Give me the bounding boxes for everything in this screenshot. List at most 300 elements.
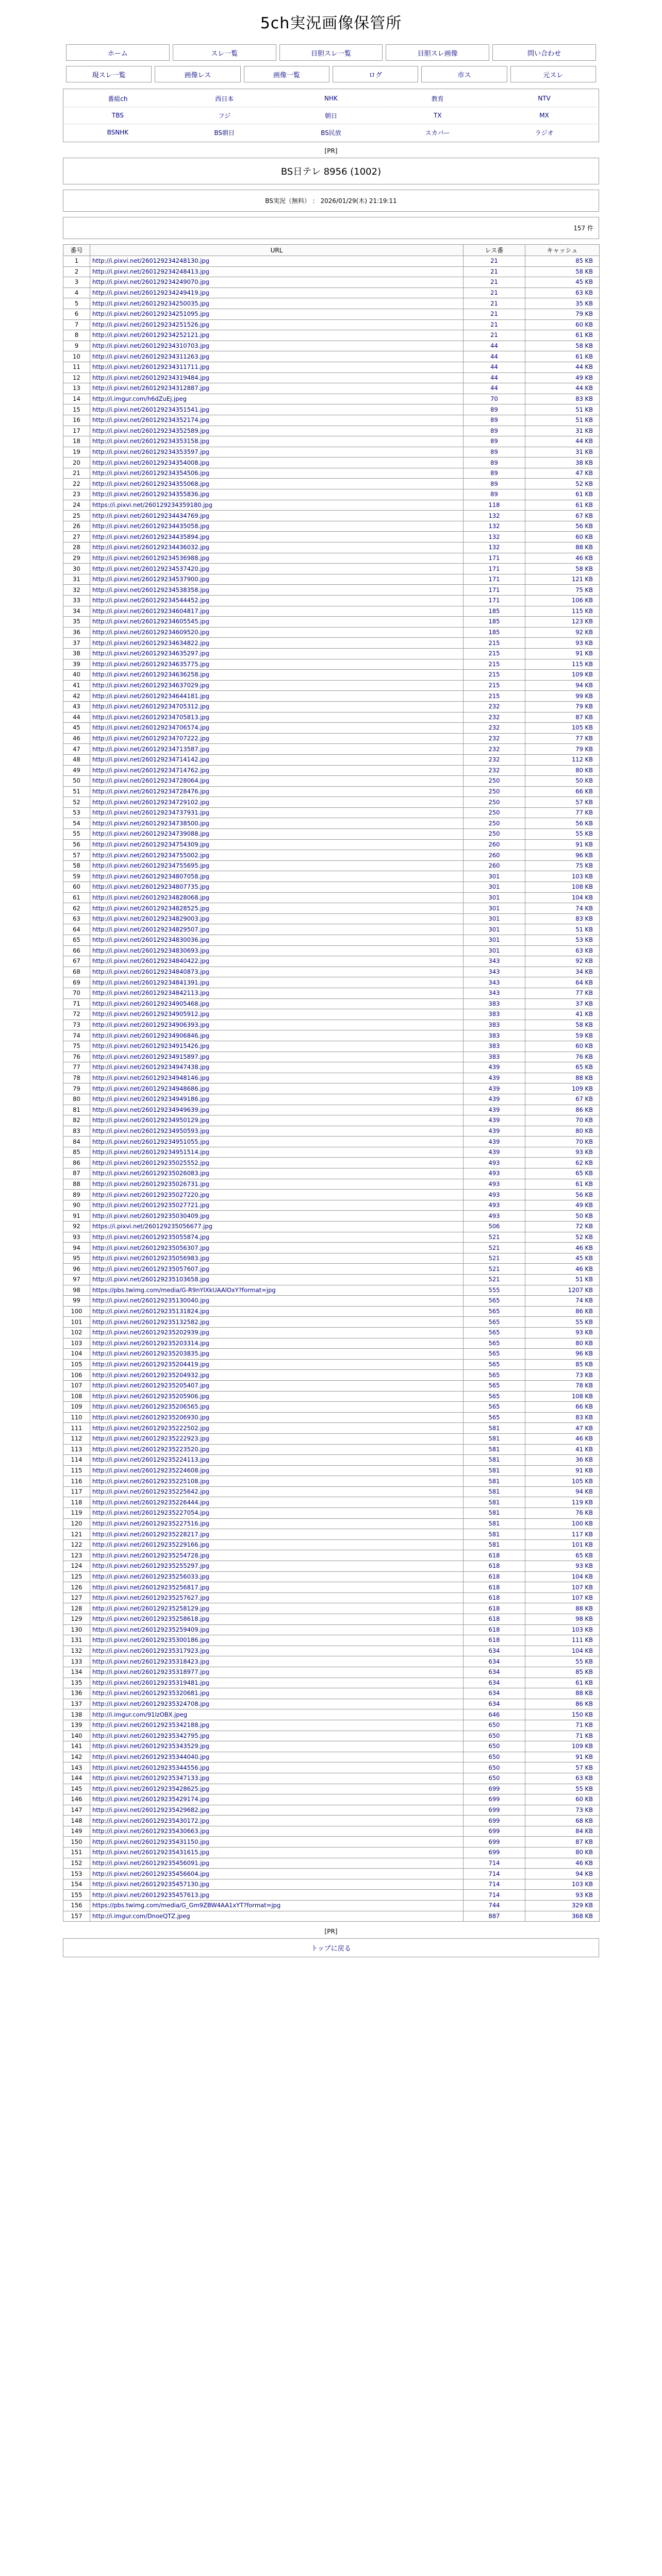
cache-size-link[interactable]: 44 KB — [575, 363, 593, 371]
category-item[interactable] — [64, 124, 171, 141]
image-url-cell[interactable] — [90, 1784, 464, 1794]
res-number-cell[interactable] — [464, 1402, 525, 1413]
image-url-cell[interactable] — [90, 1646, 464, 1656]
image-url-link[interactable]: http://i.pixvi.net/260129234353158.jpg — [92, 437, 209, 445]
image-url-link[interactable]: http://i.pixvi.net/260129235026083.jpg — [92, 1170, 209, 1177]
category-item[interactable] — [384, 90, 491, 107]
image-url-cell[interactable] — [90, 754, 464, 765]
image-url-link[interactable]: http://i.pixvi.net/260129234544452.jpg — [92, 597, 209, 604]
res-number-link[interactable]: 714 — [488, 1880, 500, 1888]
image-url-link[interactable]: http://i.pixvi.net/260129234644181.jpg — [92, 692, 209, 700]
image-url-link[interactable]: http://i.pixvi.net/260129235103658.jpg — [92, 1276, 209, 1283]
res-number-link[interactable]: 185 — [488, 607, 500, 615]
cache-size-cell[interactable] — [525, 1901, 600, 1911]
image-url-link[interactable]: http://i.pixvi.net/260129234312887.jpg — [92, 384, 209, 392]
res-number-link[interactable]: 634 — [488, 1647, 500, 1655]
cache-size-cell[interactable] — [525, 638, 600, 649]
res-number-link[interactable]: 618 — [488, 1583, 500, 1591]
cache-size-cell[interactable] — [525, 1168, 600, 1179]
image-url-link[interactable]: http://i.pixvi.net/260129234705312.jpg — [92, 703, 209, 710]
cache-size-cell[interactable] — [525, 1009, 600, 1020]
image-url-cell[interactable] — [90, 1179, 464, 1190]
nav-tag-thread-images-link[interactable]: 目胆スレ画像 — [417, 49, 458, 58]
image-url-cell[interactable] — [90, 1539, 464, 1550]
cache-size-cell[interactable] — [525, 426, 600, 436]
cache-size-link[interactable]: 80 KB — [575, 1849, 593, 1856]
category-item[interactable] — [278, 90, 385, 107]
image-url-cell[interactable] — [90, 1667, 464, 1677]
image-url-link[interactable]: http://i.pixvi.net/260129235320681.jpg — [92, 1689, 209, 1697]
cache-size-cell[interactable] — [525, 1794, 600, 1805]
image-url-cell[interactable] — [90, 500, 464, 511]
res-number-cell[interactable] — [464, 829, 525, 840]
res-number-cell[interactable] — [464, 1571, 525, 1582]
cache-size-cell[interactable] — [525, 511, 600, 521]
cache-size-cell[interactable] — [525, 1380, 600, 1391]
image-url-cell[interactable] — [90, 256, 464, 267]
cache-size-link[interactable]: 59 KB — [575, 1031, 593, 1039]
res-number-cell[interactable] — [464, 553, 525, 564]
image-url-link[interactable]: http://i.pixvi.net/260129234352174.jpg — [92, 416, 209, 424]
image-url-link[interactable]: http://i.pixvi.net/260129234947438.jpg — [92, 1063, 209, 1071]
cache-size-cell[interactable] — [525, 733, 600, 744]
cache-size-cell[interactable] — [525, 457, 600, 468]
image-url-link[interactable]: http://i.pixvi.net/260129235026731.jpg — [92, 1180, 209, 1188]
res-number-cell[interactable] — [464, 1624, 525, 1635]
cache-size-link[interactable]: 92 KB — [575, 629, 593, 636]
image-url-link[interactable]: http://i.pixvi.net/260129234714762.jpg — [92, 766, 209, 774]
res-number-link[interactable]: 565 — [488, 1382, 500, 1389]
category-item[interactable] — [491, 90, 598, 107]
res-number-cell[interactable] — [464, 1688, 525, 1699]
res-number-link[interactable]: 232 — [488, 724, 500, 732]
res-number-link[interactable]: 250 — [488, 830, 500, 838]
image-url-link[interactable]: http://i.pixvi.net/260129234828525.jpg — [92, 904, 209, 912]
image-url-link[interactable]: http://i.pixvi.net/260129235430172.jpg — [92, 1817, 209, 1824]
image-url-link[interactable]: http://i.pixvi.net/260129235132582.jpg — [92, 1318, 209, 1326]
cache-size-cell[interactable] — [525, 754, 600, 765]
image-url-link[interactable]: http://i.pixvi.net/260129234807058.jpg — [92, 872, 209, 880]
res-number-link[interactable]: 260 — [488, 851, 500, 859]
image-url-link[interactable]: http://i.pixvi.net/260129235027721.jpg — [92, 1201, 209, 1209]
res-number-cell[interactable] — [464, 1349, 525, 1360]
res-number-cell[interactable] — [464, 1890, 525, 1901]
image-url-cell[interactable] — [90, 426, 464, 436]
image-url-link[interactable]: http://i.imgur.com/91lzOBX.jpeg — [92, 1710, 188, 1718]
cache-size-link[interactable]: 86 KB — [575, 1700, 593, 1708]
image-url-link[interactable]: http://i.pixvi.net/260129234737931.jpg — [92, 809, 209, 817]
image-url-link[interactable]: https://i.pixvi.net/260129234359180.jpg — [92, 501, 212, 509]
res-number-cell[interactable] — [464, 1465, 525, 1476]
cache-size-cell[interactable] — [525, 1699, 600, 1709]
res-number-cell[interactable] — [464, 1901, 525, 1911]
cache-size-link[interactable]: 60 KB — [575, 320, 593, 328]
image-url-cell[interactable] — [90, 1731, 464, 1741]
res-number-link[interactable]: 118 — [488, 501, 500, 509]
image-url-link[interactable]: http://i.pixvi.net/260129234636258.jpg — [92, 671, 209, 679]
cache-size-link[interactable]: 85 KB — [575, 1361, 593, 1368]
image-url-link[interactable]: http://i.pixvi.net/260129234948146.jpg — [92, 1074, 209, 1082]
res-number-link[interactable]: 89 — [490, 427, 498, 434]
nav-image-list-link[interactable]: 画像一覧 — [273, 71, 300, 79]
image-url-link[interactable]: http://i.pixvi.net/260129234739088.jpg — [92, 830, 209, 838]
image-url-link[interactable]: http://i.pixvi.net/260129234714142.jpg — [92, 756, 209, 764]
nav-tag-thread-list[interactable] — [279, 44, 383, 61]
nav-current-threads[interactable] — [66, 66, 152, 82]
cache-size-link[interactable]: 80 KB — [575, 766, 593, 774]
cache-size-cell[interactable] — [525, 1158, 600, 1168]
image-url-link[interactable]: http://i.pixvi.net/260129234915426.jpg — [92, 1042, 209, 1050]
image-url-cell[interactable] — [90, 818, 464, 829]
res-number-cell[interactable] — [464, 1412, 525, 1423]
res-number-cell[interactable] — [464, 362, 525, 372]
category-link[interactable]: スカパー — [425, 129, 450, 137]
image-url-link[interactable]: http://i.pixvi.net/260129235259409.jpg — [92, 1625, 209, 1633]
cache-size-link[interactable]: 1207 KB — [568, 1286, 593, 1294]
cache-size-cell[interactable] — [525, 1423, 600, 1434]
image-url-cell[interactable] — [90, 543, 464, 553]
cache-size-link[interactable]: 109 KB — [571, 1742, 593, 1750]
res-number-cell[interactable] — [464, 1455, 525, 1466]
res-number-cell[interactable] — [464, 1168, 525, 1179]
cache-size-cell[interactable] — [525, 521, 600, 532]
cache-size-cell[interactable] — [525, 1253, 600, 1264]
res-number-link[interactable]: 618 — [488, 1636, 500, 1644]
res-number-cell[interactable] — [464, 1476, 525, 1487]
image-url-link[interactable]: http://i.pixvi.net/260129235429174.jpg — [92, 1795, 209, 1803]
cache-size-cell[interactable] — [525, 1243, 600, 1253]
res-number-cell[interactable] — [464, 754, 525, 765]
cache-size-cell[interactable] — [525, 1306, 600, 1317]
res-number-cell[interactable] — [464, 415, 525, 426]
res-number-cell[interactable] — [464, 871, 525, 882]
cache-size-cell[interactable] — [525, 871, 600, 882]
image-url-cell[interactable] — [90, 998, 464, 1009]
image-url-link[interactable]: http://i.pixvi.net/260129234537420.jpg — [92, 565, 209, 572]
category-link[interactable]: TX — [434, 112, 442, 119]
cache-size-link[interactable]: 87 KB — [575, 713, 593, 721]
res-number-link[interactable]: 714 — [488, 1870, 500, 1877]
cache-size-link[interactable]: 78 KB — [575, 1382, 593, 1389]
res-number-link[interactable]: 565 — [488, 1350, 500, 1358]
nav-image-res-link[interactable]: 画像レス — [184, 71, 211, 79]
image-url-link[interactable]: http://i.pixvi.net/260129235225642.jpg — [92, 1488, 209, 1496]
cache-size-link[interactable]: 84 KB — [575, 1827, 593, 1835]
cache-size-link[interactable]: 329 KB — [571, 1902, 593, 1909]
image-url-link[interactable]: http://i.pixvi.net/260129234605545.jpg — [92, 618, 209, 625]
res-number-link[interactable]: 132 — [488, 512, 500, 519]
image-url-link[interactable]: https://i.pixvi.net/260129235056677.jpg — [92, 1223, 212, 1230]
image-url-link[interactable]: http://i.pixvi.net/260129234950593.jpg — [92, 1127, 209, 1134]
cache-size-link[interactable]: 55 KB — [575, 1785, 593, 1792]
nav-log[interactable] — [333, 66, 418, 82]
cache-size-cell[interactable] — [525, 882, 600, 893]
category-link[interactable]: BSNHK — [107, 129, 129, 136]
res-number-link[interactable]: 650 — [488, 1774, 500, 1782]
res-number-link[interactable]: 565 — [488, 1297, 500, 1304]
res-number-link[interactable]: 232 — [488, 735, 500, 742]
image-url-cell[interactable] — [90, 1147, 464, 1158]
cache-size-link[interactable]: 93 KB — [575, 1562, 593, 1570]
cache-size-link[interactable]: 60 KB — [575, 1042, 593, 1050]
cache-size-cell[interactable] — [525, 1784, 600, 1794]
cache-size-cell[interactable] — [525, 596, 600, 606]
cache-size-link[interactable]: 65 KB — [575, 1063, 593, 1071]
cache-size-cell[interactable] — [525, 1094, 600, 1105]
image-url-cell[interactable] — [90, 521, 464, 532]
res-number-link[interactable]: 650 — [488, 1732, 500, 1739]
res-number-cell[interactable] — [464, 1190, 525, 1200]
res-number-link[interactable]: 565 — [488, 1308, 500, 1315]
image-url-cell[interactable] — [90, 956, 464, 967]
cache-size-cell[interactable] — [525, 1497, 600, 1508]
cache-size-cell[interactable] — [525, 1592, 600, 1603]
cache-size-cell[interactable] — [525, 1805, 600, 1816]
cache-size-cell[interactable] — [525, 744, 600, 755]
cache-size-link[interactable]: 85 KB — [575, 257, 593, 265]
cache-size-link[interactable]: 91 KB — [575, 650, 593, 657]
res-number-cell[interactable] — [464, 1518, 525, 1529]
image-url-cell[interactable] — [90, 1571, 464, 1582]
image-url-cell[interactable] — [90, 1709, 464, 1720]
cache-size-link[interactable]: 368 KB — [571, 1912, 593, 1920]
res-number-link[interactable]: 618 — [488, 1625, 500, 1633]
image-url-link[interactable]: http://i.pixvi.net/260129234830036.jpg — [92, 936, 209, 944]
res-number-cell[interactable] — [464, 543, 525, 553]
res-number-cell[interactable] — [464, 1115, 525, 1126]
res-number-link[interactable]: 21 — [490, 331, 498, 339]
res-number-cell[interactable] — [464, 1126, 525, 1137]
res-number-cell[interactable] — [464, 532, 525, 543]
cache-size-link[interactable]: 109 KB — [571, 1084, 593, 1092]
res-number-cell[interactable] — [464, 903, 525, 914]
image-url-cell[interactable] — [90, 1816, 464, 1826]
res-number-link[interactable]: 89 — [490, 469, 498, 477]
image-url-cell[interactable] — [90, 489, 464, 500]
res-number-link[interactable]: 581 — [488, 1530, 500, 1538]
image-url-cell[interactable] — [90, 945, 464, 956]
res-number-link[interactable]: 565 — [488, 1329, 500, 1336]
image-url-link[interactable]: http://i.pixvi.net/260129234738500.jpg — [92, 819, 209, 827]
image-url-cell[interactable] — [90, 319, 464, 330]
res-number-link[interactable]: 581 — [488, 1435, 500, 1443]
image-url-link[interactable]: http://i.pixvi.net/260129234713587.jpg — [92, 745, 209, 753]
res-number-cell[interactable] — [464, 860, 525, 871]
res-number-link[interactable]: 21 — [490, 320, 498, 328]
cache-size-cell[interactable] — [525, 967, 600, 977]
cache-size-cell[interactable] — [525, 436, 600, 447]
cache-size-link[interactable]: 62 KB — [575, 1159, 593, 1166]
image-url-cell[interactable] — [90, 1794, 464, 1805]
image-url-cell[interactable] — [90, 468, 464, 479]
cache-size-link[interactable]: 80 KB — [575, 1339, 593, 1347]
res-number-cell[interactable] — [464, 670, 525, 681]
cache-size-cell[interactable] — [525, 1052, 600, 1062]
image-url-cell[interactable] — [90, 1773, 464, 1784]
cache-size-cell[interactable] — [525, 383, 600, 394]
cache-size-cell[interactable] — [525, 1476, 600, 1487]
cache-size-link[interactable]: 93 KB — [575, 1148, 593, 1156]
res-number-link[interactable]: 215 — [488, 671, 500, 679]
image-url-cell[interactable] — [90, 436, 464, 447]
cache-size-link[interactable]: 92 KB — [575, 957, 593, 965]
image-url-cell[interactable] — [90, 797, 464, 808]
cache-size-link[interactable]: 46 KB — [575, 554, 593, 562]
cache-size-link[interactable]: 96 KB — [575, 1350, 593, 1358]
cache-size-link[interactable]: 60 KB — [575, 533, 593, 540]
res-number-link[interactable]: 301 — [488, 893, 500, 901]
res-number-link[interactable]: 89 — [490, 490, 498, 498]
image-url-link[interactable]: http://i.pixvi.net/260129235223520.jpg — [92, 1445, 209, 1453]
category-link[interactable]: ラジオ — [535, 129, 554, 137]
cache-size-link[interactable]: 74 KB — [575, 904, 593, 912]
cache-size-link[interactable]: 63 KB — [575, 1774, 593, 1782]
res-number-link[interactable]: 439 — [488, 1138, 500, 1145]
res-number-cell[interactable] — [464, 394, 525, 404]
cache-size-link[interactable]: 64 KB — [575, 978, 593, 986]
image-url-cell[interactable] — [90, 627, 464, 638]
res-number-link[interactable]: 343 — [488, 978, 500, 986]
cache-size-cell[interactable] — [525, 1062, 600, 1073]
cache-size-link[interactable]: 88 KB — [575, 544, 593, 551]
cache-size-cell[interactable] — [525, 691, 600, 702]
cache-size-link[interactable]: 103 KB — [571, 1880, 593, 1888]
res-number-link[interactable]: 699 — [488, 1827, 500, 1835]
res-number-cell[interactable] — [464, 1869, 525, 1879]
cache-size-cell[interactable] — [525, 1709, 600, 1720]
cache-size-link[interactable]: 107 KB — [571, 1583, 593, 1591]
res-number-link[interactable]: 250 — [488, 787, 500, 795]
image-url-link[interactable]: http://i.pixvi.net/260129234249070.jpg — [92, 278, 209, 286]
res-number-link[interactable]: 439 — [488, 1084, 500, 1092]
image-url-link[interactable]: http://i.pixvi.net/260129235203835.jpg — [92, 1350, 209, 1358]
cache-size-cell[interactable] — [525, 1486, 600, 1497]
res-number-cell[interactable] — [464, 839, 525, 850]
cache-size-link[interactable]: 58 KB — [575, 1021, 593, 1029]
image-url-cell[interactable] — [90, 383, 464, 394]
nav-home-link[interactable]: ホーム — [107, 49, 128, 58]
cache-size-link[interactable]: 79 KB — [575, 745, 593, 753]
image-url-link[interactable]: http://i.pixvi.net/260129235027220.jpg — [92, 1191, 209, 1198]
image-url-cell[interactable] — [90, 712, 464, 723]
image-url-link[interactable]: https://pbs.twimg.com/media/G_Gm9ZBW4AA1xYT?format=jpg — [92, 1902, 281, 1909]
res-number-link[interactable]: 383 — [488, 1053, 500, 1060]
cache-size-cell[interactable] — [525, 1529, 600, 1540]
image-url-cell[interactable] — [90, 1168, 464, 1179]
image-url-link[interactable]: http://i.pixvi.net/260129235343529.jpg — [92, 1742, 209, 1750]
res-number-link[interactable]: 714 — [488, 1891, 500, 1899]
image-url-cell[interactable] — [90, 1327, 464, 1338]
category-item[interactable] — [64, 90, 171, 107]
cache-size-cell[interactable] — [525, 298, 600, 309]
image-url-link[interactable]: http://i.pixvi.net/260129234609520.jpg — [92, 629, 209, 636]
res-number-link[interactable]: 650 — [488, 1721, 500, 1729]
res-number-cell[interactable] — [464, 372, 525, 383]
res-number-cell[interactable] — [464, 574, 525, 585]
res-number-link[interactable]: 89 — [490, 405, 498, 413]
cache-size-link[interactable]: 67 KB — [575, 512, 593, 519]
cache-size-cell[interactable] — [525, 1826, 600, 1837]
image-url-link[interactable]: http://i.pixvi.net/260129235317923.jpg — [92, 1647, 209, 1655]
cache-size-cell[interactable] — [525, 574, 600, 585]
res-number-cell[interactable] — [464, 309, 525, 319]
image-url-cell[interactable] — [90, 394, 464, 404]
res-number-link[interactable]: 232 — [488, 713, 500, 721]
image-url-link[interactable]: http://i.pixvi.net/260129235300186.jpg — [92, 1636, 209, 1644]
cache-size-cell[interactable] — [525, 1911, 600, 1922]
cache-size-link[interactable]: 57 KB — [575, 798, 593, 806]
cache-size-link[interactable]: 66 KB — [575, 1403, 593, 1411]
res-number-link[interactable]: 232 — [488, 703, 500, 710]
cache-size-link[interactable]: 47 KB — [575, 1424, 593, 1432]
cache-size-link[interactable]: 115 KB — [571, 660, 593, 668]
res-number-cell[interactable] — [464, 1848, 525, 1858]
res-number-link[interactable]: 301 — [488, 936, 500, 944]
category-link[interactable]: BS朝日 — [214, 129, 235, 137]
cache-size-cell[interactable] — [525, 1582, 600, 1593]
cache-size-cell[interactable] — [525, 1211, 600, 1222]
cache-size-cell[interactable] — [525, 1667, 600, 1677]
image-url-cell[interactable] — [90, 457, 464, 468]
res-number-link[interactable]: 699 — [488, 1849, 500, 1856]
res-number-cell[interactable] — [464, 1391, 525, 1402]
cache-size-cell[interactable] — [525, 617, 600, 628]
cache-size-link[interactable]: 91 KB — [575, 840, 593, 848]
image-url-link[interactable]: http://i.pixvi.net/260129235224113.jpg — [92, 1456, 209, 1464]
image-url-link[interactable]: http://i.pixvi.net/260129234248413.jpg — [92, 267, 209, 275]
image-url-cell[interactable] — [90, 1455, 464, 1466]
res-number-link[interactable]: 887 — [488, 1912, 500, 1920]
res-number-link[interactable]: 634 — [488, 1679, 500, 1686]
image-url-cell[interactable] — [90, 1699, 464, 1709]
cache-size-link[interactable]: 91 KB — [575, 1466, 593, 1474]
image-url-cell[interactable] — [90, 511, 464, 521]
cache-size-cell[interactable] — [525, 532, 600, 543]
cache-size-cell[interactable] — [525, 977, 600, 988]
cache-size-link[interactable]: 61 KB — [575, 490, 593, 498]
res-number-link[interactable]: 21 — [490, 299, 498, 307]
image-url-link[interactable]: http://i.pixvi.net/260129234604817.jpg — [92, 607, 209, 615]
image-url-link[interactable]: http://i.pixvi.net/260129234435058.jpg — [92, 522, 209, 530]
image-url-cell[interactable] — [90, 1296, 464, 1307]
image-url-cell[interactable] — [90, 298, 464, 309]
cache-size-cell[interactable] — [525, 1571, 600, 1582]
image-url-link[interactable]: http://i.pixvi.net/260129235456091.jpg — [92, 1859, 209, 1867]
category-link[interactable]: 教育 — [431, 95, 444, 103]
image-url-link[interactable]: http://i.pixvi.net/260129235130040.jpg — [92, 1297, 209, 1304]
res-number-cell[interactable] — [464, 1709, 525, 1720]
res-number-cell[interactable] — [464, 489, 525, 500]
cache-size-link[interactable]: 65 KB — [575, 1170, 593, 1177]
image-url-link[interactable]: http://i.pixvi.net/260129235224608.jpg — [92, 1466, 209, 1474]
image-url-link[interactable]: http://i.pixvi.net/260129234353597.jpg — [92, 448, 209, 455]
cache-size-link[interactable]: 36 KB — [575, 1456, 593, 1464]
cache-size-cell[interactable] — [525, 988, 600, 998]
res-number-link[interactable]: 581 — [488, 1488, 500, 1496]
cache-size-link[interactable]: 93 KB — [575, 1891, 593, 1899]
res-number-link[interactable]: 383 — [488, 1021, 500, 1029]
image-url-cell[interactable] — [90, 1858, 464, 1869]
cache-size-cell[interactable] — [525, 1412, 600, 1423]
image-url-cell[interactable] — [90, 1380, 464, 1391]
image-url-link[interactable]: http://i.pixvi.net/260129235319481.jpg — [92, 1679, 209, 1686]
res-number-cell[interactable] — [464, 1147, 525, 1158]
image-url-cell[interactable] — [90, 1412, 464, 1423]
cache-size-link[interactable]: 37 KB — [575, 999, 593, 1007]
image-url-link[interactable]: http://i.pixvi.net/260129234755002.jpg — [92, 851, 209, 859]
cache-size-link[interactable]: 61 KB — [575, 501, 593, 509]
image-url-cell[interactable] — [90, 1190, 464, 1200]
